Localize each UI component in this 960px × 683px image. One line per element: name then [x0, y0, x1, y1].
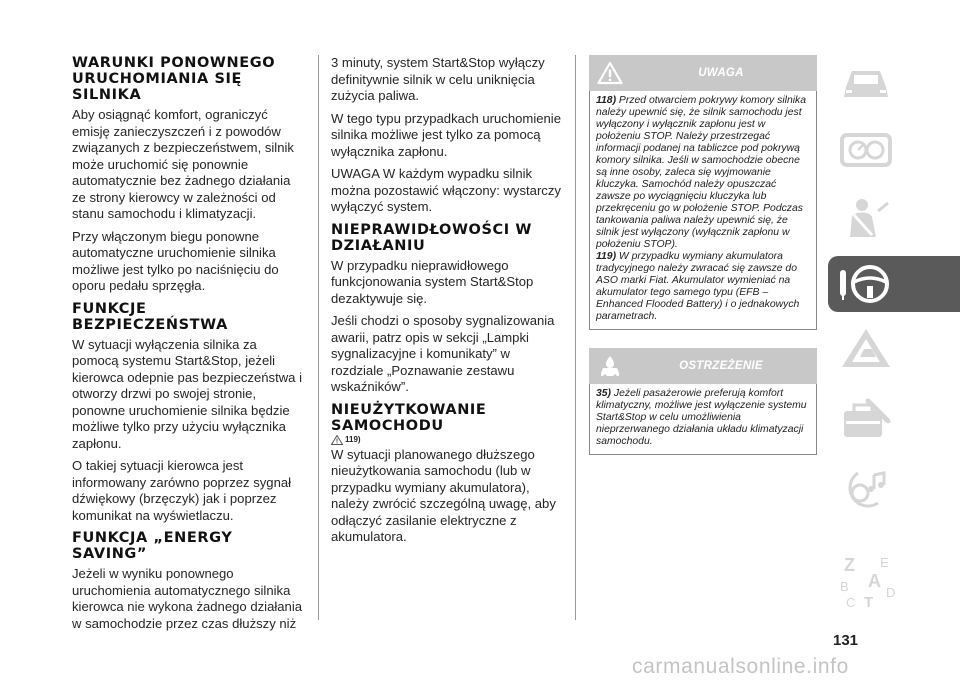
caution-item: 35) Jeżeli pasażerowie preferują komfort klimatyczny, możliwe jest wyłączenie systemu Start&Stop w celu umożliwienia nieprzerwanego działania układu klimatyzacji samochodu. [596, 388, 807, 447]
warning-item: 118) Przed otwarciem pokrywy komory silnika należy upewnić się, że silnik samochodu jest wyłączony i wyłącznik zapłonu jest w położeniu STOP. Należy przestrzegać informacji podanej na tabliczce pod pokrywą komory silnika. Jeśli w samochodzie obecne są inne osoby, zaleca się wyjmowanie kluczyka. Samochód należy opuszczać zawsze po wyciągnięciu kluczyka lub przekręceniu go w położenie STOP. Podczas tankowania paliwa należy upewnić się, że silnik jest wyłączony (wyłącznik zapłonu w położeniu STOP). [596, 95, 807, 250]
index-letter: T [864, 594, 874, 609]
warning-box-body [589, 91, 817, 330]
paragraph: W przypadku nieprawidłowego funkcjonowania system Start&Stop dezaktywuje się. [331, 257, 534, 306]
column-3 [589, 55, 817, 473]
tab-emergency[interactable] [828, 321, 960, 377]
caution-box-body [589, 384, 817, 455]
paragraph: Przy włączonym biegu ponowne automatyczne uruchomienie silnika możliwe jest tylko po naciśnięciu do oporu pedału sprzęgła. [72, 228, 279, 293]
caution-box-header [589, 348, 817, 384]
column-1 [72, 55, 304, 638]
toolbox-icon [838, 397, 894, 441]
column-2 [331, 55, 565, 552]
tab-car[interactable] [828, 55, 960, 111]
page-number: 131 [833, 632, 859, 649]
heading-energy-saving: FUNKCJA „ENERGY SAVING” [72, 530, 233, 562]
seatbelt-icon [838, 197, 894, 241]
column-divider [318, 55, 319, 620]
caution-box-title: OSTRZEŻENIE [679, 360, 763, 372]
paragraph: 3 minuty, system Start&Stop wyłączy definitywnie silnik w celu uniknięcia zużycia paliwa. [331, 55, 545, 103]
warning-box [589, 55, 817, 330]
heading-malfunctions: NIEPRAWIDŁOWOŚCI W DZIAŁANIU [331, 221, 532, 254]
paragraph: W sytuacji planowanego dłuższego nieużytkowania samochodu (lub w przypadku wymiany akumulatora), należy zwrócić szczególną uwagę, aby odłączyć zasilanie elektryczne z akumulatora. [331, 446, 556, 544]
heading-vehicle-inactivity: NIEUŻYTKOWANIE SAMOCHODU [331, 401, 487, 434]
watermark: carmanualsonline.info [632, 655, 849, 678]
warning-triangle-icon [331, 435, 343, 445]
warning-reference[interactable] [331, 435, 565, 445]
warning-box-header [589, 55, 817, 91]
heading-safety-functions: FUNKCJE BEZPIECZEŃSTWA [72, 300, 228, 333]
paragraph: W sytuacji wyłączenia silnika za pomocą systemu Start&Stop, jeżeli kierowca odepnie pas bezpieczeństwa i otworzy drzwi po swojej stronie, ponowne uruchomienie silnika będzie możliwe tylko przy użyciu wyłącznika zapłonu. [72, 336, 303, 451]
tab-multimedia[interactable] [828, 461, 960, 517]
paragraph: UWAGA W każdym wypadku silnik można pozostawić włączony: wystarczy wyłączyć system. [331, 166, 561, 214]
warning-item: 119) W przypadku wymiany akumulatora tradycyjnego należy zwracać się zawsze do ASO marki Fiat. Akumulator wymieniać na akumulator tego samego typu (EFB – Enhanced Flooded Battery) i o jednakowych parametrach. [596, 251, 800, 322]
warning-box-title: UWAGA [698, 67, 744, 79]
hazard-icon [838, 327, 894, 371]
dashboard-icon [838, 129, 894, 173]
paragraph: O takiej sytuacji kierowca jest informowany zarówno poprzez sygnał dźwiękowy (brzęczyk) jak i poprzez komunikat na wyświetlaczu. [72, 458, 292, 523]
multimedia-icon [838, 467, 894, 515]
index-letter: D [886, 585, 896, 600]
index-letter: E [880, 555, 889, 570]
index-letter: Z [844, 555, 855, 575]
paragraph: Jeżeli w wyniku ponownego uruchomienia automatycznego silnika kierowca nie wykona żadnego działania w samochodzie przez czas dłuższy niż [72, 566, 303, 631]
tab-index[interactable] [828, 547, 960, 609]
tab-safety[interactable] [828, 191, 960, 247]
caution-box [589, 348, 817, 455]
car-drop-icon [597, 354, 623, 378]
paragraph: Jeśli chodzi o sposoby sygnalizowania awarii, patrz opis w sekcji „Lampki sygnalizacyjne i komunikaty” w rozdziale „Poznawanie zestawu wskaźników”. [331, 313, 555, 394]
tab-driving[interactable] [828, 256, 960, 312]
index-letter: A [868, 571, 881, 591]
index-letter: B [840, 579, 849, 594]
column-divider [575, 55, 576, 620]
tab-maintenance[interactable] [828, 391, 960, 447]
index-icon [838, 553, 898, 609]
car-icon [838, 61, 894, 105]
index-letter: C [846, 595, 856, 609]
warning-triangle-icon [597, 61, 623, 85]
tab-dashboard[interactable] [828, 123, 960, 179]
paragraph: W tego typu przypadkach uruchomienie silnika możliwe jest tylko za pomocą wyłącznika zapłonu. [331, 110, 561, 159]
steering-wheel-icon [838, 262, 894, 306]
paragraph: Aby osiągnąć komfort, ograniczyć emisję zanieczyszczeń i z powodów związanych z bezpieczeństwem, silnik może uruchomić się ponownie automatycznie bez żadnego działania ze strony kierowcy w zależności od stanu samochodu i klimatyzacji. [72, 107, 294, 221]
heading-restart-conditions: WARUNKI PONOWNEGO URUCHOMIANIA SIĘ SILNIKA [72, 55, 276, 103]
reference-number: 119) [345, 435, 361, 444]
